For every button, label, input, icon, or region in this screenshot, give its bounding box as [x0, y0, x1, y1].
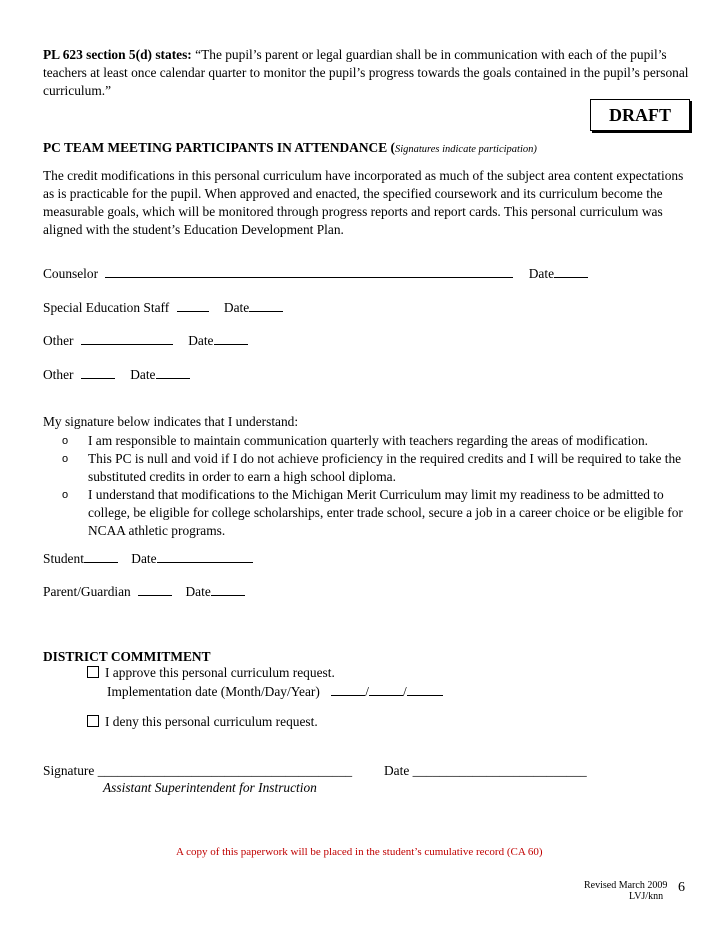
other-row-1 [43, 332, 248, 349]
deny-checkbox[interactable] [87, 715, 99, 727]
district-date-label: Date [384, 763, 410, 778]
superintendent-title: Assistant Superintendent for Instruction [103, 780, 317, 795]
attendance-paragraph: The credit modifications in this personal curriculum have incorporated as much of the subject area content expectations as is practicable for the pupil. When approved and enacted, the specified coursework and its curriculum become the measurable goals, which will be monitored through progress reports and report cards. This personal curriculum was aligned with the student’s Education Development Plan. [43, 168, 684, 237]
parent-label: Parent/Guardian [43, 584, 131, 599]
attendance-heading-note: Signatures indicate participation) [394, 144, 537, 155]
special-ed-row [43, 299, 283, 316]
bullet-circle-icon: o [62, 489, 69, 501]
other-label-2: Other [43, 367, 74, 382]
implementation-year-line[interactable] [407, 683, 443, 696]
other-label-1: Other [43, 333, 74, 348]
pl-623-quote: “The pupil’s parent or legal guardian shall be in communication with each of the pupil’s teachers at least once calendar quarter to monitor the pupil’s progress towards the goals contained in the pupil’s personal curriculum.” [43, 47, 689, 98]
attendance-heading [43, 140, 537, 156]
counselor-date-line[interactable] [554, 265, 588, 278]
draft-stamp: DRAFT [590, 99, 690, 131]
implementation-day-line[interactable] [369, 683, 403, 696]
special-ed-date-line[interactable] [249, 299, 283, 312]
other-row-2 [43, 366, 190, 383]
district-signature-label: Signature [43, 763, 95, 778]
student-row [43, 550, 253, 567]
understand-intro: My signature below indicates that I understand: [43, 414, 299, 429]
parent-row [43, 583, 245, 600]
other-date-line-2[interactable] [156, 366, 190, 379]
revised-date: Revised March 2009 [584, 880, 668, 891]
counselor-row [43, 265, 588, 282]
district-heading: DISTRICT COMMITMENT [43, 649, 211, 664]
cumulative-record-note: A copy of this paperwork will be placed in the student’s cumulative record (CA 60) [176, 846, 543, 858]
student-date-label: Date [131, 551, 157, 566]
other-date-label-1: Date [188, 333, 214, 348]
counselor-date-label: Date [528, 266, 555, 281]
special-ed-date-label: Date [223, 300, 250, 315]
district-date-row [384, 763, 587, 779]
approve-checkbox[interactable] [87, 666, 99, 678]
deny-label: I deny this personal curriculum request. [105, 714, 318, 729]
understand-item: o I am responsible to maintain communication quarterly with teachers regarding the areas of modification. [62, 433, 648, 448]
special-ed-signature-line[interactable] [177, 299, 209, 312]
approve-label: I approve this personal curriculum request. [105, 665, 335, 680]
parent-signature-line[interactable] [138, 583, 172, 596]
attendance-heading-text: PC TEAM MEETING PARTICIPANTS IN ATTENDANCE ( [43, 140, 395, 155]
approve-row [87, 665, 335, 681]
parent-date-line[interactable] [211, 583, 245, 596]
district-signature-line[interactable]: ______________________________________ [97, 763, 353, 778]
deny-row [87, 714, 318, 730]
implementation-month-line[interactable] [331, 683, 365, 696]
bullet-circle-icon: o [62, 435, 69, 447]
student-signature-line[interactable] [84, 550, 118, 563]
page-number: 6 [678, 880, 685, 895]
bullet-circle-icon: o [62, 453, 69, 465]
counselor-label: Counselor [43, 266, 99, 281]
counselor-signature-line[interactable] [105, 265, 513, 278]
initials: LVJ/knn [629, 891, 664, 902]
pl-623-paragraph [43, 46, 693, 100]
implementation-row: Implementation date (Month/Day/Year) / / [107, 683, 443, 700]
district-signature-row [43, 763, 352, 779]
pl-623-label: PL 623 section 5(d) states: [43, 47, 192, 62]
parent-date-label: Date [185, 584, 211, 599]
student-label: Student [43, 551, 84, 566]
understand-item: o I understand that modifications to the Michigan Merit Curriculum may limit my readiness to be admitted to college, be eligible for college scholarships, enter trade school, secure a job in a career choice or be eligible for NCAA athletic programs. [62, 487, 683, 538]
other-date-line-1[interactable] [214, 332, 248, 345]
district-date-line[interactable]: __________________________ [412, 763, 587, 778]
other-signature-line-2[interactable] [81, 366, 115, 379]
implementation-label: Implementation date (Month/Day/Year) [107, 684, 320, 699]
other-signature-line-1[interactable] [81, 332, 173, 345]
understand-item: o This PC is null and void if I do not achieve proficiency in the required credits and I will be required to take the substituted credits in order to earn a high school diploma. [62, 451, 682, 484]
understand-list [62, 432, 702, 540]
special-ed-label: Special Education Staff [43, 300, 170, 315]
student-date-line[interactable] [157, 550, 253, 563]
other-date-label-2: Date [130, 367, 156, 382]
